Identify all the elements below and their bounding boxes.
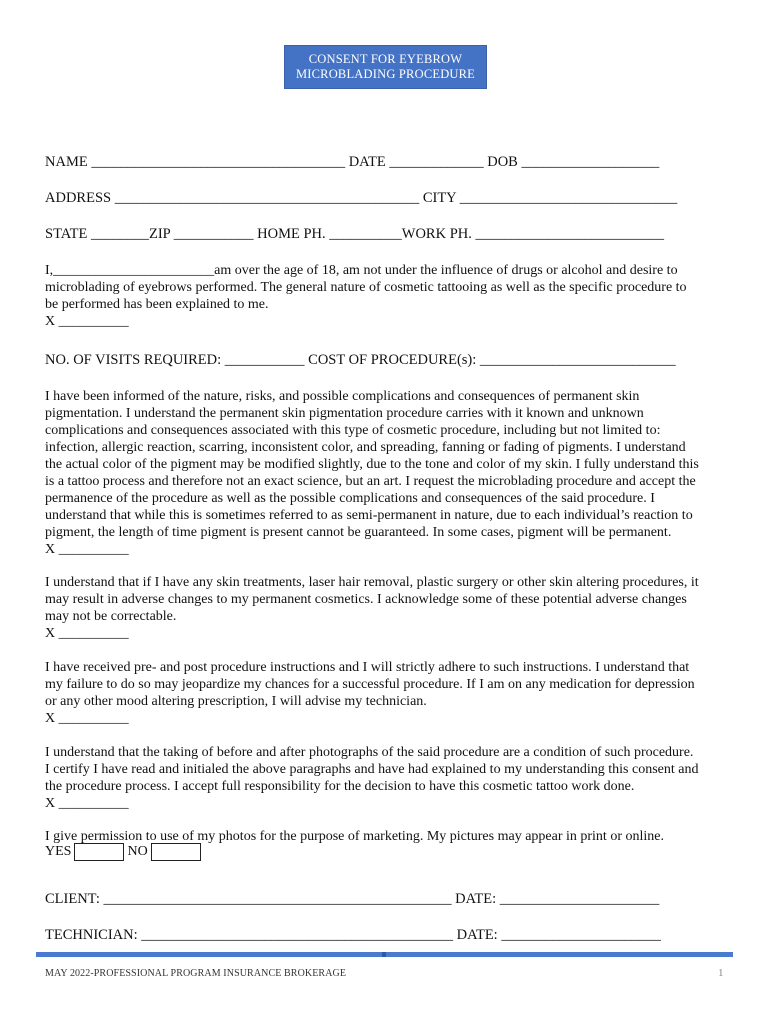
risks-paragraph xyxy=(45,388,735,558)
paragraph-line: complications and consequences associated with this type of cosmetic procedure, including but not limited to: xyxy=(45,423,661,438)
paragraph-line: I give permission to use of my photos for the purpose of marketing. My pictures may appear in print or online. xyxy=(45,829,664,844)
paragraph-line: I have received pre- and post procedure instructions and I will strictly adhere to such instructions. I understand that xyxy=(45,660,690,675)
paragraph-line: understand that while this is sometimes referred to as semi-permanent in nature, due to each individual’s reaction to xyxy=(45,508,693,523)
initial-line-4[interactable]: X __________ xyxy=(45,711,129,726)
address-city-row[interactable]: ADDRESS __________________________________________ CITY ______________________________ xyxy=(45,190,678,206)
paragraph-line: my failure to do so may jeopardize my chances for a successful procedure. If I am on any medication for depression xyxy=(45,677,695,692)
no-label: NO xyxy=(127,844,148,859)
paragraph-line: I have been informed of the nature, risks, and possible complications and consequences of permanent skin xyxy=(45,389,640,404)
paragraph-line: microblading of eyebrows performed. The general nature of cosmetic tattooing as well as the specific procedure to xyxy=(45,280,687,295)
yes-checkbox[interactable] xyxy=(74,843,124,861)
photo-consent-options xyxy=(45,843,204,861)
no-checkbox[interactable] xyxy=(151,843,201,861)
paragraph-line: pigment, the length of time pigment is present cannot be guaranteed. In some cases, pigment will be permanent. xyxy=(45,525,672,540)
paragraph-line: infection, allergic reaction, scarring, inconsistent color, and spreading, fanning or fading of pigments. I understand xyxy=(45,440,686,455)
form-title xyxy=(284,45,487,89)
paragraph-line: be performed has been explained to me. xyxy=(45,297,269,312)
skin-treatments-paragraph xyxy=(45,574,735,642)
footer-text: MAY 2022-PROFESSIONAL PROGRAM INSURANCE BROKERAGE xyxy=(45,968,347,979)
initial-line-3[interactable]: X __________ xyxy=(45,626,129,641)
page-number: 1 xyxy=(718,967,724,979)
initial-line-1[interactable]: X __________ xyxy=(45,314,129,329)
form-title-line1: CONSENT FOR EYEBROW xyxy=(308,52,463,66)
paragraph-line: I certify I have read and initialed the above paragraphs and have had explained to my understanding this consent and xyxy=(45,762,699,777)
paragraph-line: may not be correctable. xyxy=(45,609,177,624)
client-signature-row[interactable]: CLIENT: ________________________________________________ DATE: ______________________ xyxy=(45,891,660,907)
visits-cost-row[interactable]: NO. OF VISITS REQUIRED: ___________ COST OF PROCEDURE(s): ___________________________ xyxy=(45,352,676,368)
footer-divider xyxy=(36,952,733,957)
age-consent-paragraph xyxy=(45,262,735,330)
paragraph-line: or any other mood altering prescription, I will advise my technician. xyxy=(45,694,427,709)
paragraph-line: may result in adverse changes to my permanent cosmetics. I acknowledge some of these potential adverse changes xyxy=(45,592,687,607)
photographs-paragraph xyxy=(45,744,735,812)
paragraph-line: pigmentation. I understand the permanent skin pigmentation procedure carries with it known and unknown xyxy=(45,406,644,421)
yes-label: YES xyxy=(45,844,72,859)
paragraph-line: the actual color of the pigment may be modified slightly, due to the tone and color of my skin. I fully understand this xyxy=(45,457,699,472)
instructions-paragraph xyxy=(45,659,735,727)
paragraph-line: the procedure process. I accept full responsibility for the decision to have this cosmetic tattoo work done. xyxy=(45,779,635,794)
paragraph-line: permanence of the procedure as well as the possible complications and consequences of the said procedure. I xyxy=(45,491,655,506)
initial-line-5[interactable]: X __________ xyxy=(45,796,129,811)
technician-signature-row[interactable]: TECHNICIAN: ___________________________________________ DATE: ______________________ xyxy=(45,927,661,943)
initial-line-2[interactable]: X __________ xyxy=(45,542,129,557)
state-zip-phone-row[interactable]: STATE ________ZIP ___________ HOME PH. __________WORK PH. __________________________ xyxy=(45,226,664,242)
paragraph-line: I understand that if I have any skin treatments, laser hair removal, plastic surgery or other skin altering procedures, it xyxy=(45,575,699,590)
form-title-line2: MICROBLADING PROCEDURE xyxy=(295,67,476,81)
name-date-dob-row[interactable]: NAME ___________________________________ DATE _____________ DOB ___________________ xyxy=(45,154,660,170)
paragraph-line: is a tattoo process and therefore not an exact science, but an art. I request the microblading procedure and accept the xyxy=(45,474,696,489)
paragraph-line: I,_______________________am over the age of 18, am not under the influence of drugs or alcohol and desire to xyxy=(45,263,678,278)
paragraph-line: I understand that the taking of before and after photographs of the said procedure are a condition of such procedure. xyxy=(45,745,694,760)
